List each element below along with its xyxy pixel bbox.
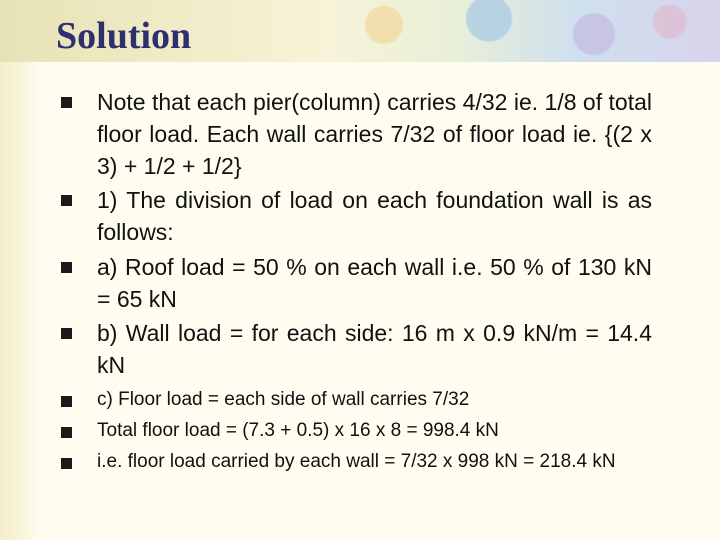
bullet-marker (61, 328, 72, 339)
slide-title: Solution (56, 15, 192, 57)
bullet-marker (61, 427, 72, 438)
bullet-marker (61, 262, 72, 273)
bullet-marker (61, 458, 72, 469)
list-item: 1) The division of load on each foundation wall is as follows: (97, 187, 652, 245)
list-item: a) Roof load = 50 % on each wall i.e. 50 % of 130 kN = 65 kN (97, 254, 652, 312)
list-item: Total floor load = (7.3 + 0.5) x 16 x 8 = 998.4 kN (97, 420, 499, 441)
list-item: b) Wall load = for each side: 16 m x 0.9 kN/m = 14.4 kN (97, 320, 652, 378)
list-item: Note that each pier(column) carries 4/32 ie. 1/8 of total floor load. Each wall carries 7/32 of floor load ie. {(2 x 3) + 1/2 + 1/2} (97, 89, 652, 179)
bullet-marker (61, 97, 72, 108)
list-item: c) Floor load = each side of wall carries 7/32 (97, 389, 470, 410)
bullet-marker (61, 195, 72, 206)
bullet-marker (61, 396, 72, 407)
list-item: i.e. floor load carried by each wall = 7/32 x 998 kN = 218.4 kN (97, 451, 616, 472)
